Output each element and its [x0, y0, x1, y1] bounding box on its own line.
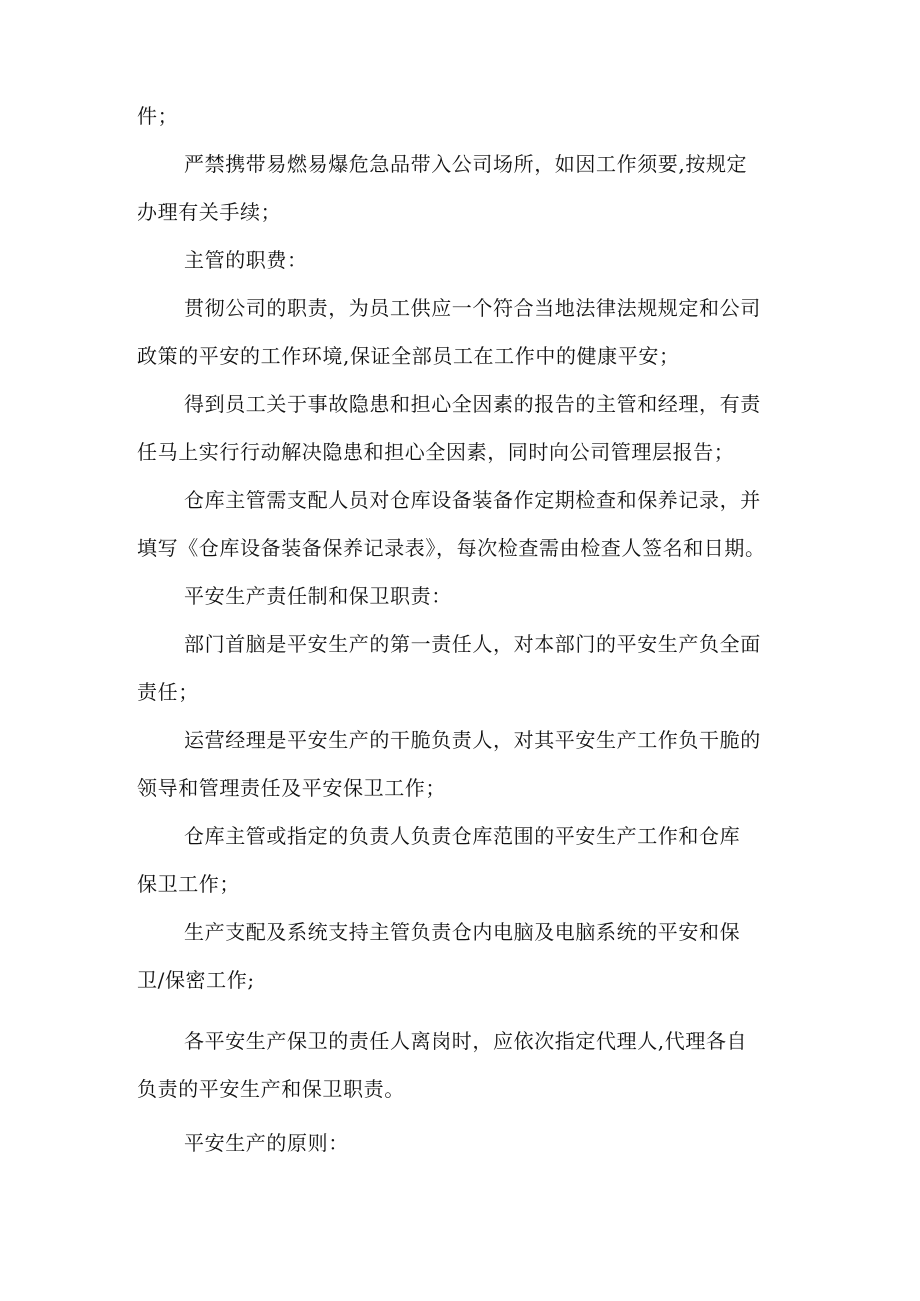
text-line: 责任； — [137, 680, 199, 704]
text-line: 主管的职费： — [184, 248, 308, 272]
text-line: 领导和管理责任及平安保卫工作； — [137, 776, 446, 800]
text-line: 运营经理是平安生产的干脆负责人，对其平安生产工作负干脆的 — [184, 728, 761, 752]
text-line: 贯彻公司的职责，为员工供应一个符合当地法律法规规定和公司 — [184, 296, 761, 320]
text-line: 得到员工关于事故隐患和担心全因素的报告的主管和经理，有责 — [184, 392, 761, 416]
text-line: 仓库主管需支配人员对仓库设备装备作定期检查和保养记录，并 — [184, 488, 761, 512]
text-line: 平安生产的原则： — [184, 1131, 349, 1155]
text-line: 办理有关手续； — [137, 200, 282, 224]
text-line: 平安生产责任制和保卫职责： — [184, 584, 452, 608]
text-line: 件； — [137, 104, 179, 128]
text-line: 严禁携带易燃易爆危急品带入公司场所，如因工作须要,按规定 — [184, 152, 748, 176]
text-line: 任马上实行行动解决隐患和担心全因素，同时向公司管理层报告； — [137, 440, 735, 464]
text-line: 仓库主管或指定的负责人负责仓库范围的平安生产工作和仓库 — [184, 824, 741, 848]
text-line: 生产支配及系统支持主管负责仓内电脑及电脑系统的平安和保 — [184, 920, 741, 944]
text-line: 政策的平安的工作环境,保证全部员工在工作中的健康平安； — [137, 344, 680, 368]
text-line: 负责的平安生产和保卫职责。 — [137, 1077, 405, 1101]
text-line: 填写《仓库设备装备保养记录表》，每次检查需由检查人签名和日期。 — [137, 536, 766, 560]
text-line: 各平安生产保卫的责任人离岗时，应依次指定代理人,代理各自 — [184, 1029, 748, 1053]
text-line: 部门首脑是平安生产的第一责任人，对本部门的平安生产负全面 — [184, 632, 761, 656]
text-line: 保卫工作； — [137, 872, 240, 896]
text-line: 卫/保密工作; — [137, 968, 255, 992]
